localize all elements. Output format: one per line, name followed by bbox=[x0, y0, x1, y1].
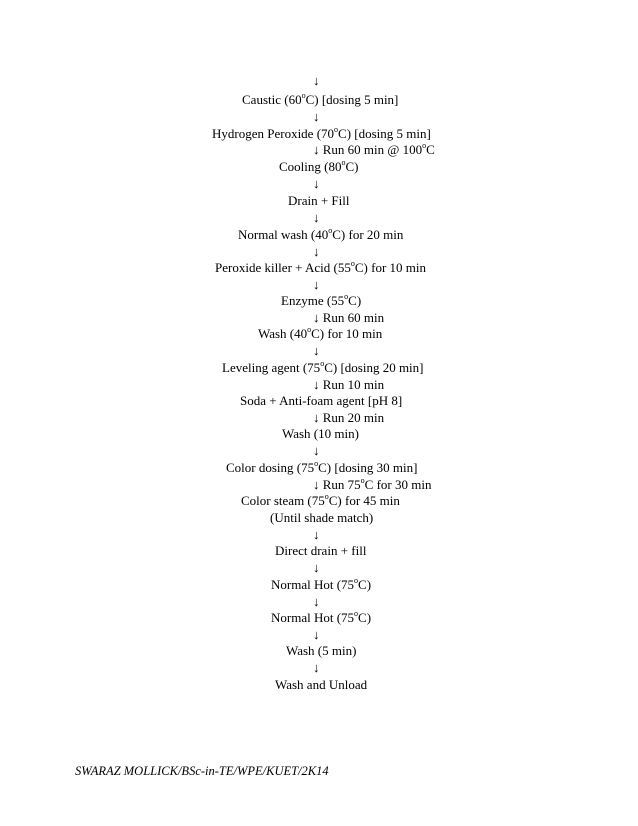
arrow: ↓ bbox=[313, 277, 320, 292]
arrow: ↓ bbox=[313, 176, 320, 191]
arrow: ↓ bbox=[313, 73, 320, 88]
footer-author: SWARAZ MOLLICK/BSc-in-TE/WPE/KUET/2K14 bbox=[75, 764, 329, 778]
step-normal-hot-2: Normal Hot (75$^o$C) bbox=[271, 608, 372, 625]
run-note: ↓ Run 75$^o$C for 30 min bbox=[313, 475, 432, 492]
step-drain-fill: Drain + Fill bbox=[288, 193, 350, 208]
step-color-dosing: Color dosing (75$^o$C) [dosing 30 min] bbox=[226, 458, 418, 475]
step-wash-40: Wash (40$^o$C) for 10 min bbox=[258, 324, 383, 341]
arrow: ↓ bbox=[313, 660, 320, 675]
step-wash-unload: Wash and Unload bbox=[275, 677, 368, 692]
step-wash-5: Wash (5 min) bbox=[286, 643, 357, 658]
step-leveling-agent: Leveling agent (75$^o$C) [dosing 20 min] bbox=[222, 358, 424, 375]
step-hydrogen-peroxide: Hydrogen Peroxide (70$^o$C) [dosing 5 min] bbox=[212, 124, 431, 141]
run-note: ↓ Run 60 min bbox=[313, 310, 385, 325]
arrow: ↓ bbox=[313, 210, 320, 225]
arrow: ↓ bbox=[313, 109, 320, 124]
run-note: ↓ Run 60 min @ 100$^o$C bbox=[313, 140, 435, 157]
step-normal-wash: Normal wash (40$^o$C) for 20 min bbox=[238, 225, 404, 242]
step-soda-antifoam: Soda + Anti-foam agent [pH 8] bbox=[240, 393, 403, 408]
arrow: ↓ bbox=[313, 244, 320, 259]
arrow: ↓ bbox=[313, 627, 320, 642]
step-cooling: Cooling (80$^o$C) bbox=[279, 157, 359, 174]
step-enzyme: Enzyme (55$^o$C) bbox=[281, 291, 362, 308]
run-note: ↓ Run 10 min bbox=[313, 377, 385, 392]
arrow: ↓ bbox=[313, 443, 320, 458]
arrow: ↓ bbox=[313, 343, 320, 358]
step-peroxide-killer: Peroxide killer + Acid (55$^o$C) for 10 min bbox=[215, 258, 426, 275]
step-direct-drain: Direct drain + fill bbox=[275, 543, 367, 558]
step-note: (Until shade match) bbox=[270, 510, 374, 525]
arrow: ↓ bbox=[313, 594, 320, 609]
step-wash-10: Wash (10 min) bbox=[282, 426, 359, 441]
run-note: ↓ Run 20 min bbox=[313, 410, 385, 425]
step-normal-hot-1: Normal Hot (75$^o$C) bbox=[271, 575, 372, 592]
step-caustic: Caustic (60$^o$C) [dosing 5 min] bbox=[242, 90, 399, 107]
arrow: ↓ bbox=[313, 527, 320, 542]
step-color-steam: Color steam (75$^o$C) for 45 min bbox=[241, 491, 400, 508]
arrow: ↓ bbox=[313, 560, 320, 575]
